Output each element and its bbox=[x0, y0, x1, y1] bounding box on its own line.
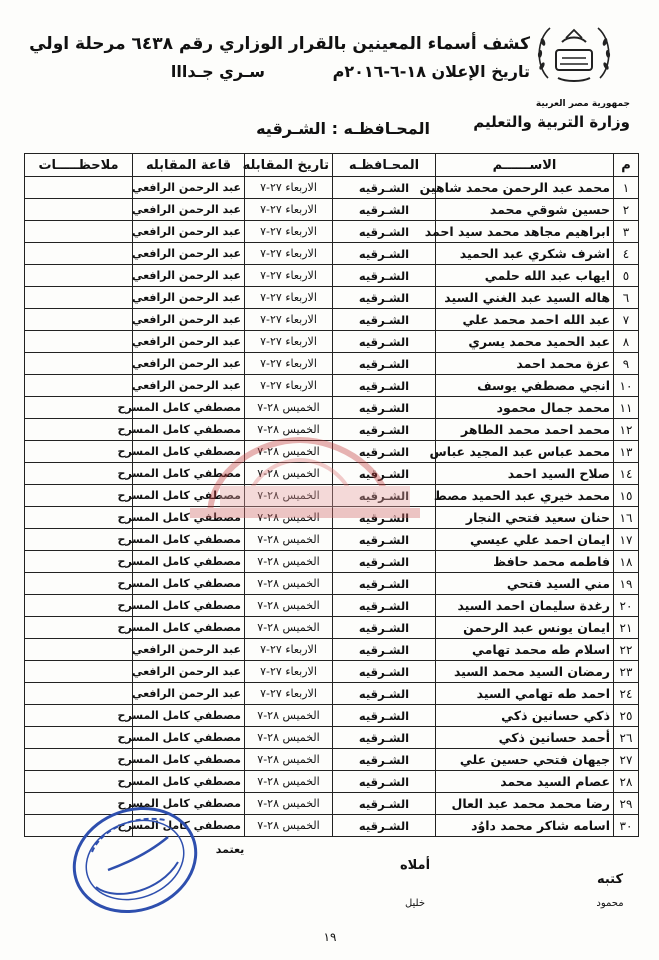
governorate-cell: الشـرقيه bbox=[333, 595, 436, 617]
governorate-cell: الشـرقيه bbox=[333, 661, 436, 683]
notes-cell bbox=[25, 397, 133, 419]
appointee-name-cell: محمد احمد محمد الطاهر bbox=[436, 419, 614, 441]
governorate-cell: الشـرقيه bbox=[333, 815, 436, 837]
table-row bbox=[25, 243, 639, 265]
interview-hall-cell: عبد الرحمن الرافعي bbox=[133, 243, 245, 265]
table-row bbox=[25, 595, 639, 617]
notes-cell bbox=[25, 199, 133, 221]
notes-cell bbox=[25, 573, 133, 595]
row-number-cell: ١٣ bbox=[614, 441, 639, 463]
row-number-cell: ١٤ bbox=[614, 463, 639, 485]
interview-date-cell: الخميس ٢٨-٧ bbox=[245, 617, 333, 639]
writer-label: كتبه bbox=[596, 872, 624, 887]
notes-cell bbox=[25, 309, 133, 331]
interview-date-cell: الخميس ٢٨-٧ bbox=[245, 507, 333, 529]
interview-date-cell: الخميس ٢٨-٧ bbox=[245, 595, 333, 617]
appointee-name-cell: ايمان يونس عبد الرحمن bbox=[436, 617, 614, 639]
row-number-cell: ٨ bbox=[614, 331, 639, 353]
appointee-name-cell: حسين شوقي محمد bbox=[436, 199, 614, 221]
appointees-table bbox=[24, 153, 639, 837]
governorate-cell: الشـرقيه bbox=[333, 551, 436, 573]
notes-cell bbox=[25, 683, 133, 705]
notes-cell bbox=[25, 661, 133, 683]
governorate-cell: الشـرقيه bbox=[333, 749, 436, 771]
appointee-name-cell: محمد خيري عبد الحميد مصط bbox=[436, 485, 614, 507]
interview-hall-cell: مصطفي كامل المسرح bbox=[133, 705, 245, 727]
republic-label: جمهورية مصر العربية bbox=[535, 99, 630, 109]
governorate-cell: الشـرقيه bbox=[333, 485, 436, 507]
ministry-label: وزارة التربية والتعليم bbox=[473, 113, 630, 131]
interview-hall-cell: مصطفي كامل المسرح bbox=[133, 551, 245, 573]
governorate-cell: الشـرقيه bbox=[333, 397, 436, 419]
row-number-cell: ٢٤ bbox=[614, 683, 639, 705]
notes-cell bbox=[25, 353, 133, 375]
row-number-cell: ٤ bbox=[614, 243, 639, 265]
interview-hall-cell: مصطفي كامل المسرح bbox=[133, 529, 245, 551]
row-number-cell: ٢٢ bbox=[614, 639, 639, 661]
notes-cell bbox=[25, 507, 133, 529]
governorate-cell: الشـرقيه bbox=[333, 617, 436, 639]
notes-cell bbox=[25, 771, 133, 793]
interview-date-cell: الخميس ٢٨-٧ bbox=[245, 441, 333, 463]
notes-cell bbox=[25, 441, 133, 463]
governorate-cell: الشـرقيه bbox=[333, 507, 436, 529]
notes-cell bbox=[25, 639, 133, 661]
governorate-cell: الشـرقيه bbox=[333, 353, 436, 375]
governorate-cell: الشـرقيه bbox=[333, 705, 436, 727]
interview-date-cell: الاربعاء ٢٧-٧ bbox=[245, 221, 333, 243]
table-row bbox=[25, 617, 639, 639]
title-line-2 bbox=[60, 62, 530, 81]
appointee-name-cell: جيهان فتحي حسين علي bbox=[436, 749, 614, 771]
interview-hall-cell: عبد الرحمن الرافعي bbox=[133, 199, 245, 221]
col-header-interview-hall: قاعة المقابله bbox=[133, 154, 245, 177]
interview-hall-cell: عبد الرحمن الرافعي bbox=[133, 683, 245, 705]
row-number-cell: ٢ bbox=[614, 199, 639, 221]
interview-hall-cell: مصطفي كامل المسرح bbox=[133, 617, 245, 639]
col-header-interview-date: تاريخ المقابله bbox=[245, 154, 333, 177]
interview-hall-cell: عبد الرحمن الرافعي bbox=[133, 331, 245, 353]
table-row bbox=[25, 419, 639, 441]
governorate-cell: الشـرقيه bbox=[333, 639, 436, 661]
notes-cell bbox=[25, 749, 133, 771]
governorate-cell: الشـرقيه bbox=[333, 375, 436, 397]
interview-date-cell: الاربعاء ٢٧-٧ bbox=[245, 177, 333, 199]
interview-date-cell: الاربعاء ٢٧-٧ bbox=[245, 353, 333, 375]
appointee-name-cell: ايهاب عبد الله حلمي bbox=[436, 265, 614, 287]
interview-date-cell: الخميس ٢٨-٧ bbox=[245, 463, 333, 485]
interview-date-cell: الخميس ٢٨-٧ bbox=[245, 705, 333, 727]
table-row bbox=[25, 463, 639, 485]
row-number-cell: ١٠ bbox=[614, 375, 639, 397]
interview-date-cell: الاربعاء ٢٧-٧ bbox=[245, 661, 333, 683]
table-row bbox=[25, 331, 639, 353]
appointee-name-cell: ابراهيم مجاهد محمد سيد احمد bbox=[436, 221, 614, 243]
interview-date-cell: الخميس ٢٨-٧ bbox=[245, 529, 333, 551]
notes-cell bbox=[25, 331, 133, 353]
interview-hall-cell: عبد الرحمن الرافعي bbox=[133, 353, 245, 375]
table-header-row bbox=[25, 154, 639, 177]
table-row bbox=[25, 375, 639, 397]
interview-date-cell: الخميس ٢٨-٧ bbox=[245, 793, 333, 815]
table-row bbox=[25, 485, 639, 507]
appointee-name-cell: عصام السيد محمد bbox=[436, 771, 614, 793]
interview-hall-cell: مصطفي كامل المسرح bbox=[133, 727, 245, 749]
table-row bbox=[25, 705, 639, 727]
interview-hall-cell: مصطفي كامل المسرح bbox=[133, 419, 245, 441]
notes-cell bbox=[25, 727, 133, 749]
interview-date-cell: الخميس ٢٨-٧ bbox=[245, 815, 333, 837]
row-number-cell: ٥ bbox=[614, 265, 639, 287]
table-row bbox=[25, 199, 639, 221]
row-number-cell: ١٨ bbox=[614, 551, 639, 573]
table-row bbox=[25, 507, 639, 529]
interview-hall-cell: مصطفي كامل المسرح bbox=[133, 771, 245, 793]
appointee-name-cell: مني السيد فتحي bbox=[436, 573, 614, 595]
interview-hall-cell: عبد الرحمن الرافعي bbox=[133, 309, 245, 331]
row-number-cell: ١ bbox=[614, 177, 639, 199]
row-number-cell: ٢٣ bbox=[614, 661, 639, 683]
interview-date-cell: الخميس ٢٨-٧ bbox=[245, 749, 333, 771]
appointee-name-cell: عبد الله احمد محمد علي bbox=[436, 309, 614, 331]
appointee-name-cell: رمضان السيد محمد السيد bbox=[436, 661, 614, 683]
interview-date-cell: الاربعاء ٢٧-٧ bbox=[245, 265, 333, 287]
governorate-cell: الشـرقيه bbox=[333, 309, 436, 331]
interview-date-cell: الخميس ٢٨-٧ bbox=[245, 573, 333, 595]
interview-date-cell: الخميس ٢٨-٧ bbox=[245, 397, 333, 419]
appointee-name-cell: انجي مصطفي يوسف bbox=[436, 375, 614, 397]
interview-hall-cell: مصطفي كامل المسرح bbox=[133, 463, 245, 485]
col-header-number: م bbox=[614, 154, 639, 177]
governorate-cell: الشـرقيه bbox=[333, 793, 436, 815]
interview-date-cell: الاربعاء ٢٧-٧ bbox=[245, 375, 333, 397]
governorate-cell: الشـرقيه bbox=[333, 419, 436, 441]
governorate-cell: الشـرقيه bbox=[333, 331, 436, 353]
table-row bbox=[25, 221, 639, 243]
interview-date-cell: الخميس ٢٨-٧ bbox=[245, 485, 333, 507]
interview-hall-cell: مصطفي كامل المسرح bbox=[133, 815, 245, 837]
table-row bbox=[25, 353, 639, 375]
notes-cell bbox=[25, 243, 133, 265]
table-row bbox=[25, 661, 639, 683]
governorate-cell: الشـرقيه bbox=[333, 221, 436, 243]
notes-cell bbox=[25, 485, 133, 507]
row-number-cell: ٢٥ bbox=[614, 705, 639, 727]
table-row bbox=[25, 265, 639, 287]
interview-hall-cell: مصطفي كامل المسرح bbox=[133, 793, 245, 815]
classification-label: سـري جـدااا bbox=[170, 62, 265, 81]
writer-name: محمود bbox=[596, 898, 624, 909]
interview-hall-cell: مصطفي كامل المسرح bbox=[133, 749, 245, 771]
governorate-cell: الشـرقيه bbox=[333, 463, 436, 485]
governorate-cell: الشـرقيه bbox=[333, 265, 436, 287]
interview-date-cell: الاربعاء ٢٧-٧ bbox=[245, 243, 333, 265]
appointee-name-cell: اسلام طه محمد تهامي bbox=[436, 639, 614, 661]
interview-hall-cell: عبد الرحمن الرافعي bbox=[133, 639, 245, 661]
governorate-cell: الشـرقيه bbox=[333, 199, 436, 221]
appointee-name-cell: احمد طه تهامي السيد bbox=[436, 683, 614, 705]
table-row bbox=[25, 309, 639, 331]
notes-cell bbox=[25, 529, 133, 551]
notes-cell bbox=[25, 463, 133, 485]
row-number-cell: ٢٩ bbox=[614, 793, 639, 815]
col-header-governorate: المحـافظـه bbox=[333, 154, 436, 177]
interview-date-cell: الخميس ٢٨-٧ bbox=[245, 771, 333, 793]
table-row bbox=[25, 573, 639, 595]
interview-hall-cell: مصطفي كامل المسرح bbox=[133, 397, 245, 419]
interview-date-cell: الاربعاء ٢٧-٧ bbox=[245, 331, 333, 353]
row-number-cell: ٢٦ bbox=[614, 727, 639, 749]
governorate-cell: الشـرقيه bbox=[333, 243, 436, 265]
appointee-name-cell: اسامه شاكر محمد داوُد bbox=[436, 815, 614, 837]
interview-date-cell: الاربعاء ٢٧-٧ bbox=[245, 639, 333, 661]
row-number-cell: ٣٠ bbox=[614, 815, 639, 837]
table-row bbox=[25, 771, 639, 793]
row-number-cell: ٢٨ bbox=[614, 771, 639, 793]
interview-date-cell: الاربعاء ٢٧-٧ bbox=[245, 309, 333, 331]
table-row bbox=[25, 727, 639, 749]
interview-date-cell: الاربعاء ٢٧-٧ bbox=[245, 287, 333, 309]
table-body bbox=[25, 177, 639, 837]
governorate-cell: الشـرقيه bbox=[333, 177, 436, 199]
interview-date-cell: الاربعاء ٢٧-٧ bbox=[245, 683, 333, 705]
interview-hall-cell: مصطفي كامل المسرح bbox=[133, 485, 245, 507]
interview-hall-cell: عبد الرحمن الرافعي bbox=[133, 661, 245, 683]
table-row bbox=[25, 177, 639, 199]
approval-stamp bbox=[60, 792, 210, 922]
table-row bbox=[25, 551, 639, 573]
table-row bbox=[25, 529, 639, 551]
notes-cell bbox=[25, 265, 133, 287]
interview-hall-cell: عبد الرحمن الرافعي bbox=[133, 177, 245, 199]
notes-cell bbox=[25, 287, 133, 309]
row-number-cell: ١٢ bbox=[614, 419, 639, 441]
row-number-cell: ١٧ bbox=[614, 529, 639, 551]
col-header-name: الاســــــم bbox=[436, 154, 614, 177]
governorate-cell: الشـرقيه bbox=[333, 683, 436, 705]
notes-cell bbox=[25, 595, 133, 617]
interview-date-cell: الخميس ٢٨-٧ bbox=[245, 727, 333, 749]
row-number-cell: ٢١ bbox=[614, 617, 639, 639]
interview-hall-cell: مصطفي كامل المسرح bbox=[133, 595, 245, 617]
row-number-cell: ١٩ bbox=[614, 573, 639, 595]
row-number-cell: ١٦ bbox=[614, 507, 639, 529]
governorate-cell: الشـرقيه bbox=[333, 771, 436, 793]
notes-cell bbox=[25, 375, 133, 397]
appointee-name-cell: عزة محمد احمد bbox=[436, 353, 614, 375]
document-title: كشف أسماء المعينين بالقرار الوزاري رقم ٦٤٣٨ مرحلة اولي bbox=[29, 34, 530, 54]
interview-hall-cell: عبد الرحمن الرافعي bbox=[133, 265, 245, 287]
interview-date-cell: الخميس ٢٨-٧ bbox=[245, 551, 333, 573]
governorate-cell: الشـرقيه bbox=[333, 529, 436, 551]
interview-hall-cell: مصطفي كامل المسرح bbox=[133, 573, 245, 595]
announcement-date: تاريخ الإعلان ١٨-٦-٢٠١٦م bbox=[332, 62, 530, 81]
appointee-name-cell: صلاح السيد احمد bbox=[436, 463, 614, 485]
table-row bbox=[25, 441, 639, 463]
interview-date-cell: الاربعاء ٢٧-٧ bbox=[245, 199, 333, 221]
appointee-name-cell: ايمان احمد علي عيسي bbox=[436, 529, 614, 551]
interview-hall-cell: عبد الرحمن الرافعي bbox=[133, 375, 245, 397]
governorate-label: المحـافظـه : الشـرقيه bbox=[256, 119, 430, 138]
appointee-name-cell: ذكي حسانين ذكي bbox=[436, 705, 614, 727]
dictation-name: خليل bbox=[404, 898, 426, 909]
appointee-name-cell: رغدة سليمان احمد السيد bbox=[436, 595, 614, 617]
table-row bbox=[25, 639, 639, 661]
notes-cell bbox=[25, 177, 133, 199]
appointee-name-cell: فاطمه محمد حافظ bbox=[436, 551, 614, 573]
appointee-name-cell: محمد عبد الرحمن محمد شاهين bbox=[436, 177, 614, 199]
row-number-cell: ٣ bbox=[614, 221, 639, 243]
dictation-label: أملاه bbox=[399, 858, 431, 873]
notes-cell bbox=[25, 419, 133, 441]
row-number-cell: ٢٠ bbox=[614, 595, 639, 617]
governorate-cell: الشـرقيه bbox=[333, 441, 436, 463]
signed-label: يعتمد bbox=[215, 843, 245, 856]
interview-hall-cell: عبد الرحمن الرافعي bbox=[133, 221, 245, 243]
appointee-name-cell: اشرف شكري عبد الحميد bbox=[436, 243, 614, 265]
row-number-cell: ٢٧ bbox=[614, 749, 639, 771]
page-number: ١٩ bbox=[323, 930, 337, 944]
table-row bbox=[25, 749, 639, 771]
appointee-name-cell: عبد الحميد محمد يسري bbox=[436, 331, 614, 353]
notes-cell bbox=[25, 551, 133, 573]
appointee-name-cell: محمد جمال محمود bbox=[436, 397, 614, 419]
table-row bbox=[25, 683, 639, 705]
col-header-notes: ملاحظـــــات bbox=[25, 154, 133, 177]
row-number-cell: ٦ bbox=[614, 287, 639, 309]
row-number-cell: ٩ bbox=[614, 353, 639, 375]
notes-cell bbox=[25, 705, 133, 727]
interview-hall-cell: عبد الرحمن الرافعي bbox=[133, 287, 245, 309]
notes-cell bbox=[25, 221, 133, 243]
appointee-name-cell: هاله السيد عبد الغني السيد bbox=[436, 287, 614, 309]
row-number-cell: ١١ bbox=[614, 397, 639, 419]
appointee-name-cell: محمد عباس عبد المجيد عباس bbox=[436, 441, 614, 463]
notes-cell bbox=[25, 617, 133, 639]
governorate-cell: الشـرقيه bbox=[333, 727, 436, 749]
row-number-cell: ١٥ bbox=[614, 485, 639, 507]
row-number-cell: ٧ bbox=[614, 309, 639, 331]
appointee-name-cell: رضا محمد محمد عبد العال bbox=[436, 793, 614, 815]
interview-date-cell: الخميس ٢٨-٧ bbox=[245, 419, 333, 441]
table-row bbox=[25, 287, 639, 309]
interview-hall-cell: مصطفي كامل المسرح bbox=[133, 507, 245, 529]
governorate-cell: الشـرقيه bbox=[333, 287, 436, 309]
governorate-cell: الشـرقيه bbox=[333, 573, 436, 595]
appointee-name-cell: أحمد حسانين ذكي bbox=[436, 727, 614, 749]
table-row bbox=[25, 397, 639, 419]
ministry-crest-logo bbox=[530, 16, 618, 92]
interview-hall-cell: مصطفي كامل المسرح bbox=[133, 441, 245, 463]
appointee-name-cell: حنان سعيد فتحي النجار bbox=[436, 507, 614, 529]
